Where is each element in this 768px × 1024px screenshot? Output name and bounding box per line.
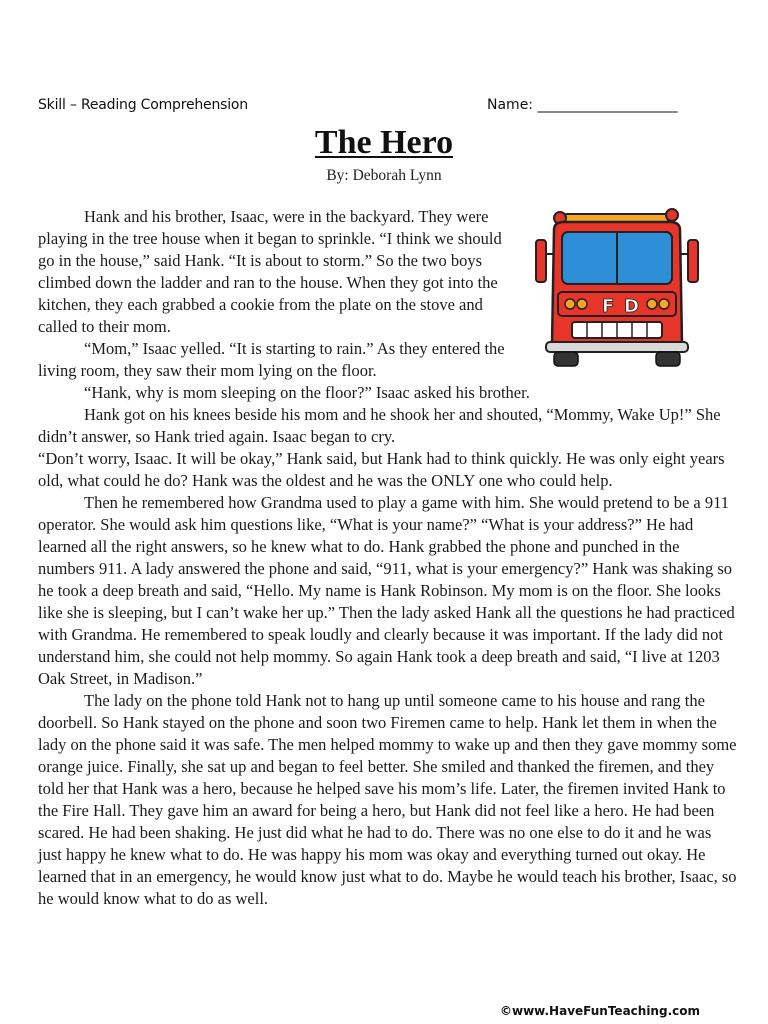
story-text bbox=[38, 206, 738, 910]
paragraph: Hank got on his knees beside his mom and he shook her and shouted, “Mommy, Wake Up!” She didn’t answer, so Hank tried again. Isaac began to cry. bbox=[38, 405, 721, 446]
paragraph: Hank and his brother, Isaac, were in the backyard. They were playing in the tree house when it began to sprinkle. “I think we should go in the house,” said Hank. “It is about to storm.” So the two boys climbed down the ladder and ran to the house. When they got into the kitchen, they each grabbed a cookie from the plate on the stove and called to their mom. bbox=[38, 207, 502, 336]
paragraph: Then he remembered how Grandma used to play a game with him. She would pretend to be a 911 operator. She would ask him questions like, “What is your name?” “What is your address?” He had learned all the right answers, so he knew what to do. Hank grabbed the phone and punched in the numbers 911. A lady answered the phone and said, “911, what is your emergency?” Hank was shaking so he took a deep breath and said, “Hello. My name is Hank Robinson. My mom is on the floor. She looks like she is sleeping, but I can’t wake her up.” Then the lady asked Hank all the questions he had practiced with Grandma. He remembered to speak loudly and clearly because it was important. If the lady did not understand him, she could not help mommy. So again Hank took a deep breath and said, “I live at 1203 Oak Street, in Madison.” bbox=[38, 493, 735, 688]
byline: By: Deborah Lynn bbox=[326, 167, 442, 184]
name-field-label: Name: ____________________ bbox=[487, 97, 678, 113]
paragraph: “Don’t worry, Isaac. It will be okay,” Hank said, but Hank had to think quickly. He was only eight years old, what could he do? Hank was the oldest and he was the ONLY one who could help. bbox=[38, 449, 725, 490]
truck-letter-d: D bbox=[624, 296, 639, 317]
footer-copyright: ©www.HaveFunTeaching.com bbox=[500, 1004, 700, 1018]
page-title: The Hero bbox=[314, 124, 454, 161]
truck-letter-f: F bbox=[602, 296, 615, 317]
paragraph: “Hank, why is mom sleeping on the floor?” Isaac asked his brother. bbox=[84, 383, 530, 402]
paragraph: The lady on the phone told Hank not to hang up until someone came to his house and rang the doorbell. So Hank stayed on the phone and soon two Firemen came to help. Hank let them in when the lady on the phone said it was safe. The men helped mommy to wake up and then they gave mommy some orange juice. Finally, she sat up and began to feel better. She smiled and thanked the firemen, and they told her that Hank was a hero, because he helped save his mom’s life. Later, the firemen invited Hank to the Fire Hall. They gave him an award for being a hero, but Hank did not feel like a hero. He had been scared. He had been shaking. He just did what he had to do. There was no one else to do it and he was just happy he knew what to do. He was happy his mom was okay and everything turned out okay. He learned that in an emergency, he would know just what to do. Maybe he would teach his brother, Isaac, so he would know what to do as well. bbox=[38, 691, 737, 908]
skill-label: Skill – Reading Comprehension bbox=[38, 97, 248, 113]
paragraph: “Mom,” Isaac yelled. “It is starting to rain.” As they entered the living room, they saw their mom lying on the floor. bbox=[38, 339, 505, 380]
